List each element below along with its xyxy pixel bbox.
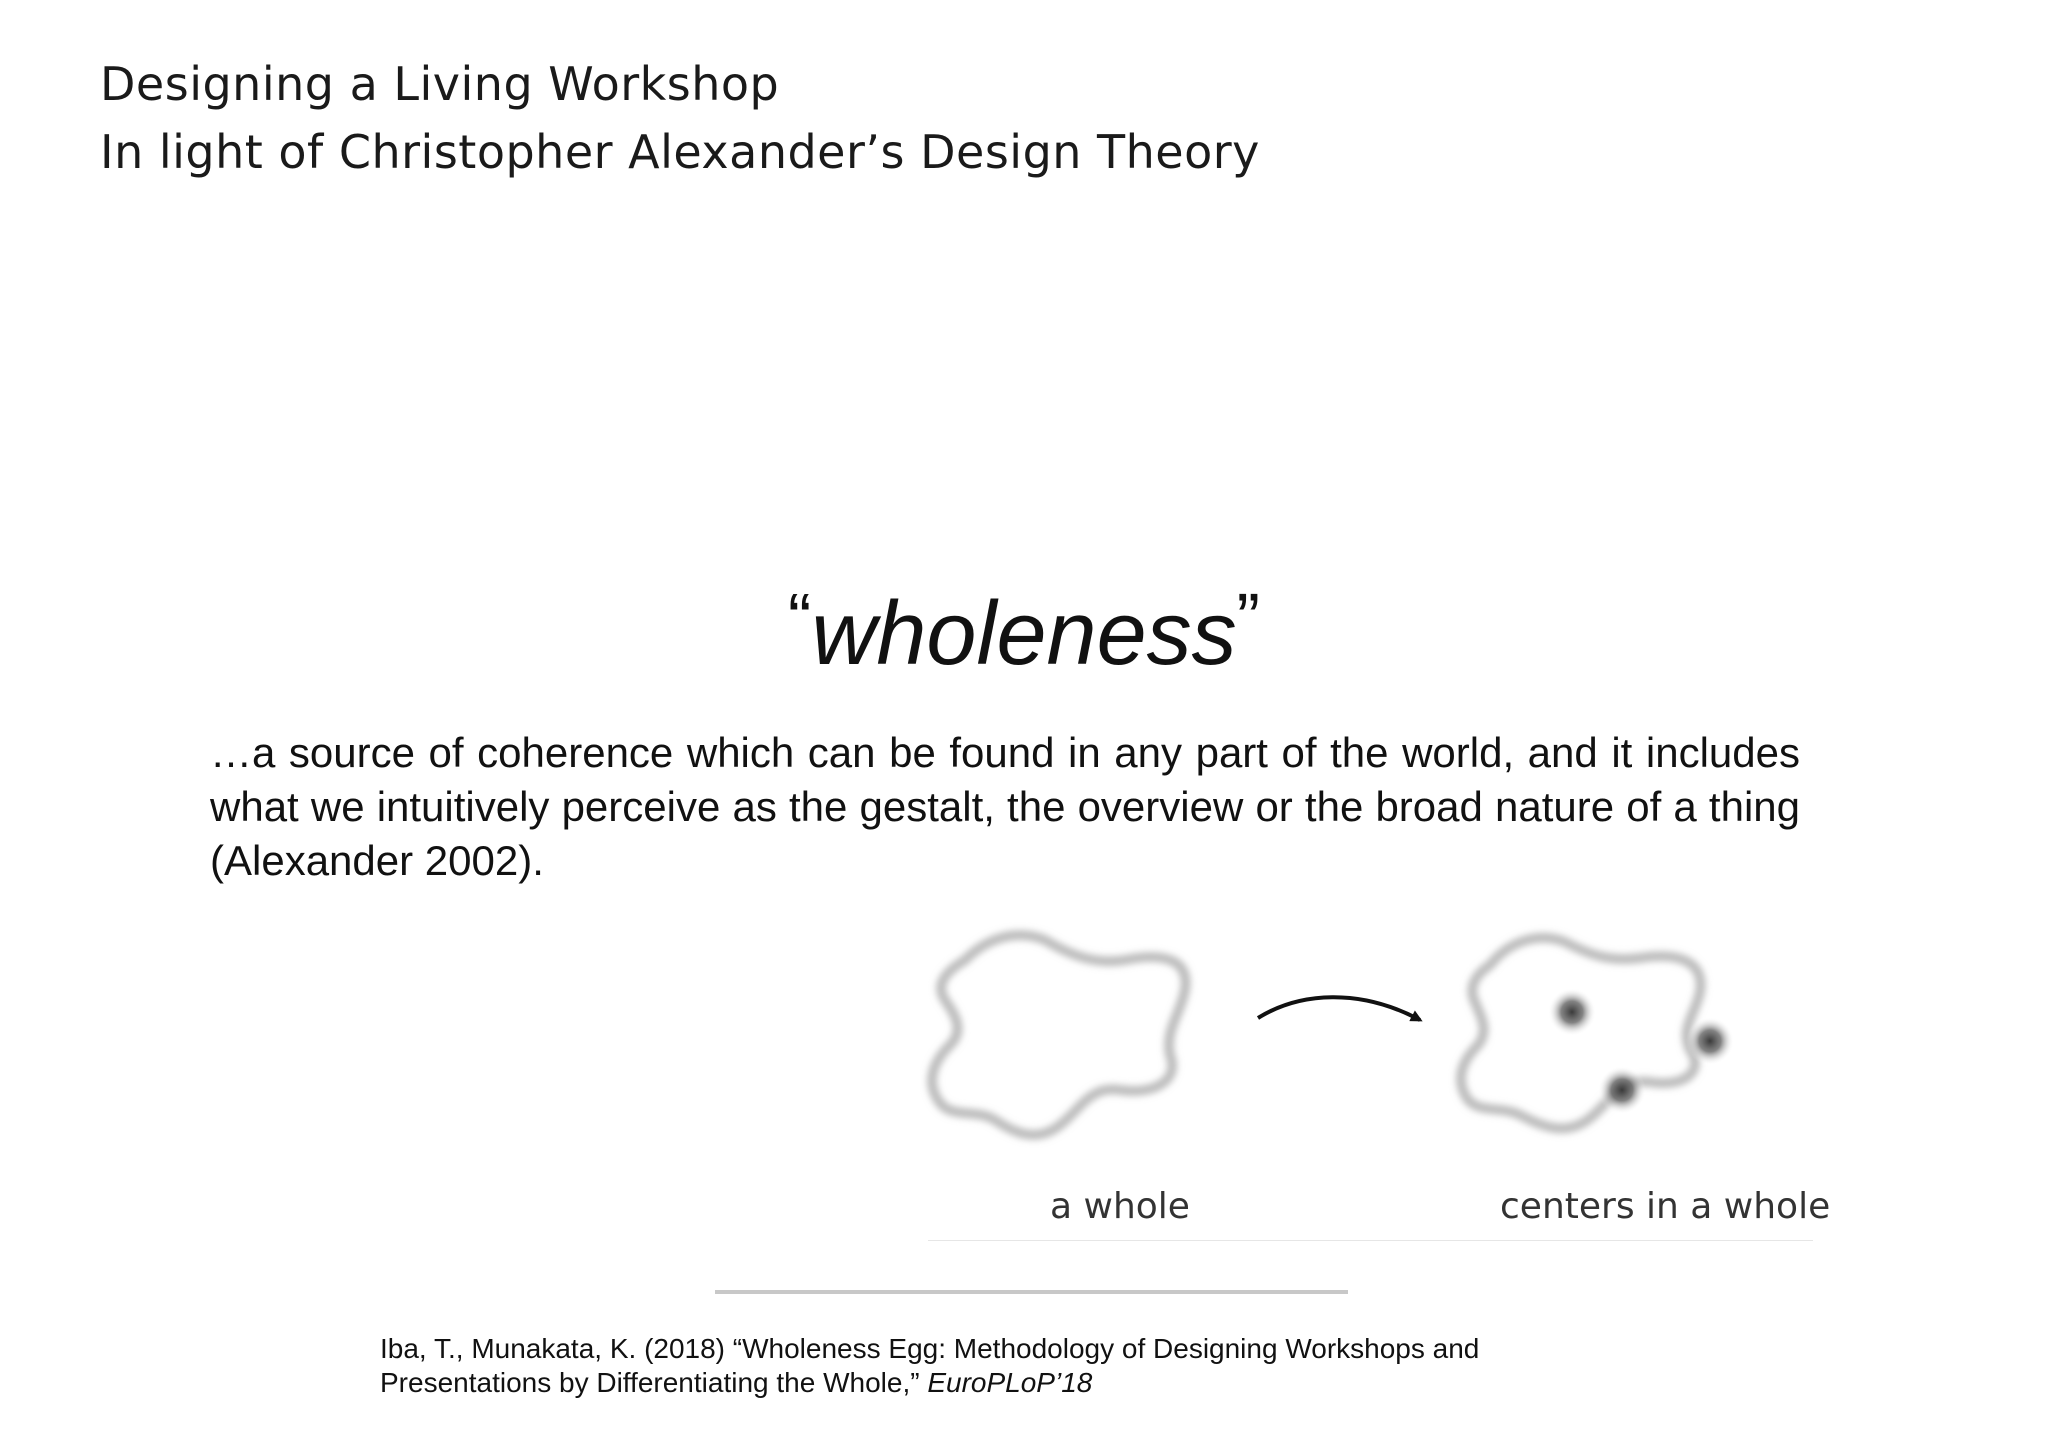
figure-label-whole: a whole bbox=[1050, 1186, 1190, 1227]
center-dot-1 bbox=[1548, 988, 1596, 1036]
figure-baseline bbox=[928, 1240, 1813, 1241]
definition-paragraph: …a source of coherence which can be found in any part of the world, and it includes what we intuitively perceive as the gestalt, the overview or the broad nature of a thing (Alexander 2002). bbox=[210, 729, 1800, 884]
headline bbox=[0, 568, 2048, 684]
citation-title-end: Presentations by Differentiating the Whole,” bbox=[380, 1367, 928, 1398]
citation-line-2 bbox=[380, 1366, 1479, 1400]
whole-blob-left bbox=[932, 935, 1186, 1135]
headline-word: wholeness bbox=[811, 584, 1237, 684]
citation-line-1: Iba, T., Munakata, K. (2018) “Wholeness Egg: Methodology of Designing Workshops and bbox=[380, 1333, 1480, 1364]
divider-line bbox=[715, 1290, 1348, 1294]
headline-open-quote: “ bbox=[788, 579, 812, 657]
wholeness-diagram bbox=[920, 920, 1820, 1220]
slide-header bbox=[100, 50, 1260, 186]
citation-venue: EuroPLoP’18 bbox=[927, 1367, 1093, 1398]
transform-arrow bbox=[1258, 997, 1420, 1020]
center-dot-3 bbox=[1598, 1066, 1646, 1114]
wholeness-figure bbox=[920, 920, 1831, 1250]
headline-close-quote: ” bbox=[1236, 579, 1260, 657]
header-title: Designing a Living Workshop bbox=[100, 57, 780, 111]
citation bbox=[380, 1332, 1479, 1400]
center-dot-2 bbox=[1686, 1017, 1734, 1065]
header-subtitle: In light of Christopher Alexander’s Design Theory bbox=[100, 125, 1260, 179]
figure-label-centers: centers in a whole bbox=[1500, 1186, 1831, 1227]
